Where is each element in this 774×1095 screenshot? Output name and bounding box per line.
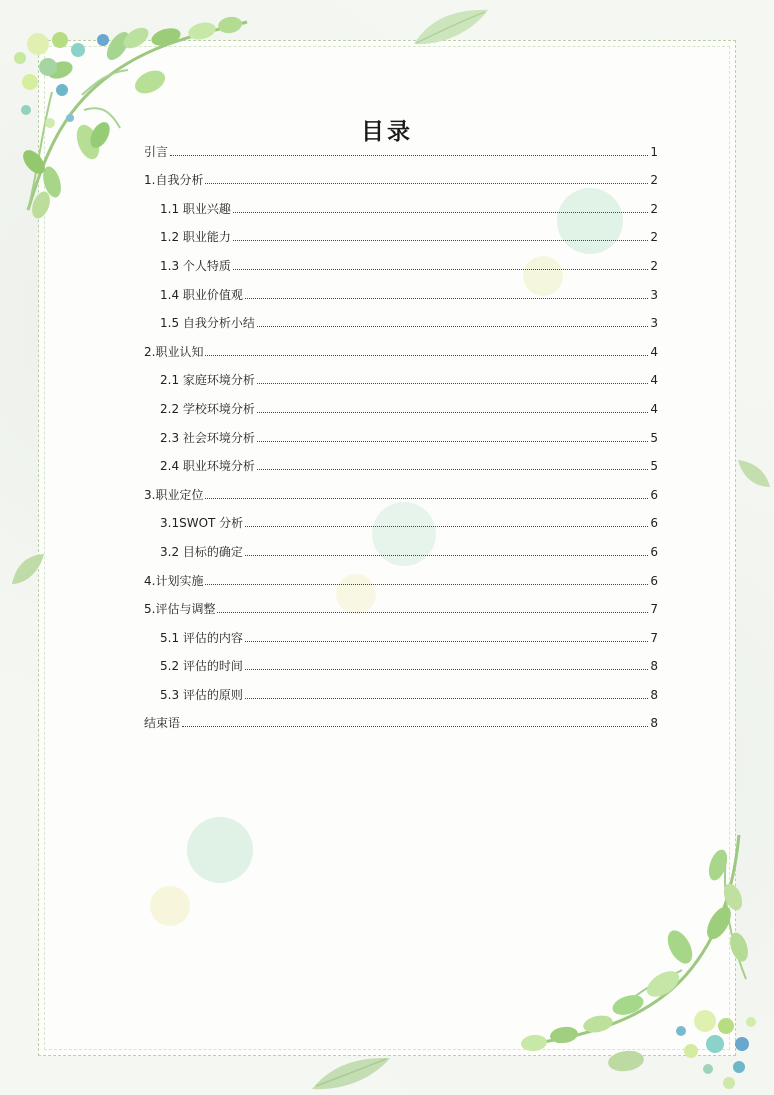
toc-page-number: 2 (650, 258, 658, 273)
toc-page-number: 1 (650, 144, 658, 159)
toc-row[interactable] (144, 188, 658, 217)
toc-leader (170, 155, 648, 156)
toc-page-number: 7 (650, 630, 658, 645)
toc-entry-label: 1.5 自我分析小结 (160, 316, 255, 331)
toc-row[interactable] (144, 274, 658, 303)
toc-leader (233, 269, 648, 270)
toc-page-number: 8 (650, 659, 658, 674)
toc-page-number: 6 (650, 544, 658, 559)
toc-entry-label: 5.2 评估的时间 (160, 659, 243, 674)
toc-entry-label: 2.3 社会环境分析 (160, 430, 255, 445)
toc-row[interactable] (144, 503, 658, 532)
toc-page-number: 4 (650, 401, 658, 416)
toc-entry-label: 1.3 个人特质 (160, 258, 231, 273)
toc-leader (257, 469, 648, 470)
toc-entry-label: 3.1SWOT 分析 (160, 516, 244, 531)
toc-row[interactable] (144, 303, 658, 332)
toc-row[interactable] (144, 131, 658, 160)
toc-page-number: 6 (650, 516, 658, 531)
toc-row[interactable] (144, 646, 658, 675)
toc-entry-label: 5.1 评估的内容 (160, 630, 243, 645)
toc-entry-label: 2.1 家庭环境分析 (160, 373, 255, 388)
toc-leader (257, 383, 648, 384)
toc-row[interactable] (144, 560, 658, 589)
toc-row[interactable] (144, 446, 658, 475)
toc-row[interactable] (144, 417, 658, 446)
toc-leader (245, 555, 648, 556)
toc-page-number: 5 (650, 430, 658, 445)
toc-leader (182, 726, 648, 727)
toc-entry-label: 5.3 评估的原则 (160, 687, 243, 702)
toc-page-number: 5 (650, 459, 658, 474)
toc-page-number: 3 (650, 287, 658, 302)
toc-entry-label: 1.4 职业价值观 (160, 287, 243, 302)
toc-leader (257, 412, 648, 413)
toc-leader (217, 612, 648, 613)
toc-page-number: 7 (650, 602, 658, 617)
toc-page-number: 8 (650, 716, 658, 731)
toc-leader (205, 183, 648, 184)
toc-row[interactable] (144, 217, 658, 246)
toc-entry-label: 结束语 (144, 716, 181, 731)
toc-page-number: 4 (650, 373, 658, 388)
toc-entry-label: 2.2 学校环境分析 (160, 401, 255, 416)
toc-leader (205, 498, 648, 499)
toc-leader (233, 240, 648, 241)
toc-entry-label: 4.计划实施 (144, 573, 204, 588)
toc-leader (257, 441, 648, 442)
bubble-decoration (187, 817, 253, 883)
toc-row[interactable] (144, 331, 658, 360)
toc-leader (233, 212, 648, 213)
toc-leader (245, 641, 648, 642)
toc-row[interactable] (144, 703, 658, 732)
toc-leader (257, 326, 648, 327)
toc-row[interactable] (144, 589, 658, 618)
toc-entry-label: 引言 (144, 144, 169, 159)
toc-entry-label: 2.职业认知 (144, 344, 204, 359)
toc-row[interactable] (144, 617, 658, 646)
toc-leader (245, 669, 648, 670)
toc-row[interactable] (144, 531, 658, 560)
toc-page-number: 8 (650, 687, 658, 702)
toc-entry-label: 2.4 职业环境分析 (160, 459, 255, 474)
toc-row[interactable] (144, 245, 658, 274)
toc-entry-label: 1.1 职业兴趣 (160, 201, 231, 216)
toc-row[interactable] (144, 474, 658, 503)
toc-row[interactable] (144, 674, 658, 703)
toc-entry-label: 3.职业定位 (144, 487, 204, 502)
toc-row[interactable] (144, 160, 658, 189)
toc-page-number: 2 (650, 173, 658, 188)
toc-page-number: 6 (650, 487, 658, 502)
toc-row[interactable] (144, 360, 658, 389)
toc-entry-label: 1.自我分析 (144, 173, 204, 188)
page-title: 目录 (361, 119, 413, 146)
toc-page-number: 2 (650, 201, 658, 216)
table-of-contents (144, 131, 658, 731)
toc-entry-label: 3.2 目标的确定 (160, 544, 243, 559)
toc-leader (205, 584, 648, 585)
toc-page-number: 2 (650, 230, 658, 245)
toc-entry-label: 1.2 职业能力 (160, 230, 231, 245)
toc-leader (245, 526, 648, 527)
toc-page-number: 6 (650, 573, 658, 588)
toc-page-number: 3 (650, 316, 658, 331)
toc-leader (245, 698, 648, 699)
toc-entry-label: 5.评估与调整 (144, 602, 216, 617)
toc-row[interactable] (144, 388, 658, 417)
toc-leader (245, 298, 648, 299)
toc-page-number: 4 (650, 344, 658, 359)
toc-leader (205, 355, 648, 356)
bubble-decoration (150, 886, 190, 926)
